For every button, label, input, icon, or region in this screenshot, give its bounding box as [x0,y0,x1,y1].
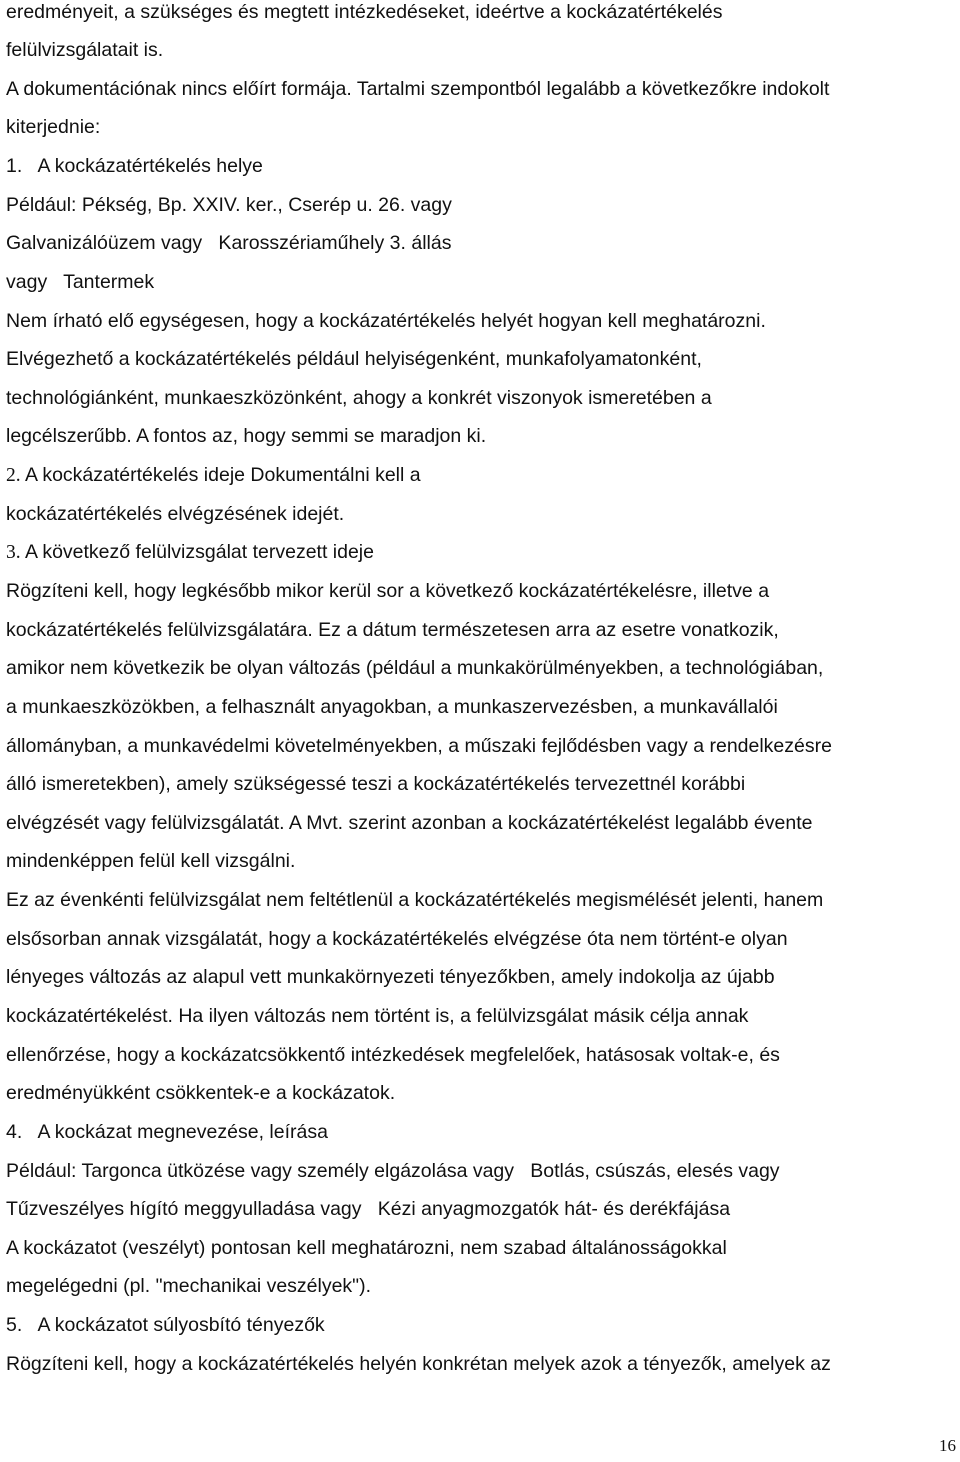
text-line: Ez az évenkénti felülvizsgálat nem feltétlenül a kockázatértékelés megismélését jelenti, hanem [6,889,824,911]
text-line: felülvizsgálatait is. [6,39,164,61]
section-heading-4: 4. A kockázat megnevezése, leírása [6,1121,328,1143]
text-line: Például: Pékség, Bp. XXIV. ker., Cserép u. 26. vagy [6,194,452,216]
text-line: vagy Tantermek [6,271,155,293]
text-line: A kockázatot (veszélyt) pontosan kell meghatározni, nem szabad általánosságokkal [6,1237,727,1259]
text-line: kockázatértékelést. Ha ilyen változás nem történt is, a felülvizsgálat másik célja annak [6,1005,749,1027]
text-line: ellenőrzése, hogy a kockázatcsökkentő intézkedések megfelelőek, hatásosak voltak-e, és [6,1044,780,1066]
text-line: kockázatértékelés elvégzésének idejét. [6,503,345,525]
text-line: álló ismeretekben), amely szükségessé teszi a kockázatértékelés tervezettnél korábbi [6,773,746,795]
section-heading-5: 5. A kockázatot súlyosbító tényezők [6,1314,325,1336]
text-line: elsősorban annak vizsgálatát, hogy a kockázatértékelés elvégzése óta nem történt-e olyan [6,928,788,950]
text-line: mindenképpen felül kell vizsgálni. [6,850,296,872]
section-heading-3 [6,540,374,565]
text-line: állományban, a munkavédelmi követelményekben, a műszaki fejlődésben vagy a rendelkezésre [6,735,832,757]
text-line: elvégzését vagy felülvizsgálatát. A Mvt. szerint azonban a kockázatértékelést legalább évente [6,812,813,834]
text-line: Rögzíteni kell, hogy a kockázatértékelés helyén konkrétan melyek azok a tényezők, amelyek az [6,1353,831,1375]
text-line: Galvanizálóüzem vagy Karosszériaműhely 3. állás [6,232,452,254]
text-line: a munkaeszközökben, a felhasznált anyagokban, a munkaszervezésben, a munkavállalói [6,696,778,718]
section-number: 3. [6,542,21,563]
section-text: A következő felülvizsgálat tervezett ideje [20,541,374,563]
text-line: technológiánként, munkaeszközönként, ahogy a konkrét viszonyok ismeretében a [6,387,712,409]
text-line: kockázatértékelés felülvizsgálatára. Ez a dátum természetesen arra az esetre vonatkozik, [6,619,779,641]
page-number: 16 [939,1436,956,1455]
text-line: A dokumentációnak nincs előírt formája. Tartalmi szempontból legalább a következőkre indokolt [6,78,830,100]
section-number: 2. [6,465,21,486]
text-line: Nem írható elő egységesen, hogy a kockázatértékelés helyét hogyan kell meghatározni. [6,310,766,332]
text-line: Elvégezhető a kockázatértékelés például helyiségenként, munkafolyamatonként, [6,348,702,370]
section-heading-2 [6,463,421,488]
section-text: A kockázatértékelés ideje Dokumentálni kell a [20,464,421,486]
text-line: legcélszerűbb. A fontos az, hogy semmi se maradjon ki. [6,425,487,447]
text-line: Például: Targonca ütközése vagy személy elgázolása vagy Botlás, csúszás, elesés vagy [6,1160,780,1182]
text-line: amikor nem következik be olyan változás (például a munkakörülményekben, a technológiában, [6,657,824,679]
text-line: Tűzveszélyes hígító meggyulladása vagy Kézi anyagmozgatók hát- és derékfájása [6,1198,731,1220]
text-line: lényeges változás az alapul vett munkakörnyezeti tényezőkben, amely indokolja az újabb [6,966,775,988]
text-line: eredményeit, a szükséges és megtett intézkedéseket, ideértve a kockázatértékelés [6,1,723,23]
section-heading-1: 1. A kockázatértékelés helye [6,155,263,177]
text-line: kiterjednie: [6,116,101,138]
text-line: megelégedni (pl. "mechanikai veszélyek"). [6,1275,372,1297]
text-line: Rögzíteni kell, hogy legkésőbb mikor kerül sor a következő kockázatértékelésre, illetve a [6,580,770,602]
text-line: eredményükként csökkentek-e a kockázatok. [6,1082,396,1104]
